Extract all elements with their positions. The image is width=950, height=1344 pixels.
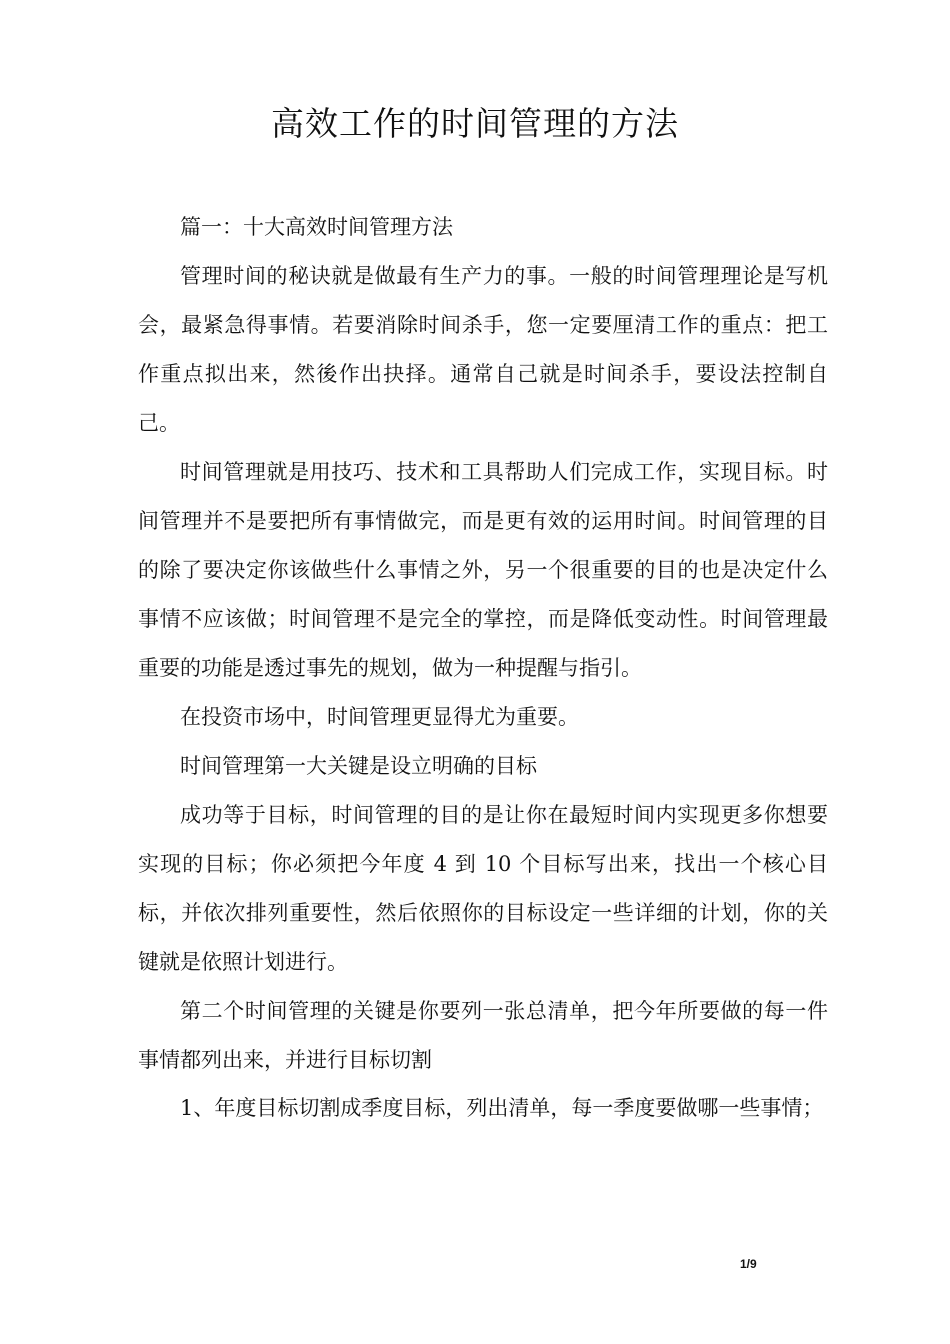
document-title: 高效工作的时间管理的方法 [271,104,679,143]
paragraph: 时间管理第一大关键是设立明确的目标 [180,754,537,778]
paragraph: 第二个时间管理的关键是你要列一张总清单，把今年所要做的每一件事情都列出来，并进行目标切割 [138,999,828,1072]
paragraph: 管理时间的秘诀就是做最有生产力的事。一般的时间管理理论是写机会，最紧急得事情。若要消除时间杀手，您一定要厘清工作的重点：把工作重点拟出来，然後作出抉择。通常自己就是时间杀手，要设法控制自己。 [138,264,828,435]
paragraph: 成功等于目标，时间管理的目的是让你在最短时间内实现更多你想要实现的目标；你必须把今年度 4 到 10 个目标写出来，找出一个核心目标，并依次排列重要性，然后依照你的目标设定一些详细的计划，你的关键就是依照计划进行。 [138,803,828,974]
document-body [138,203,828,1123]
section-heading: 篇一：十大高效时间管理方法 [180,215,453,239]
paragraph: 在投资市场中，时间管理更显得尤为重要。 [180,705,579,729]
list-item: 1、年度目标切割成季度目标，列出清单，每一季度要做哪一些事情； [180,1096,824,1120]
page-number: 1/9 [740,1257,757,1271]
paragraph: 时间管理就是用技巧、技术和工具帮助人们完成工作，实现目标。时间管理并不是要把所有事情做完，而是更有效的运用时间。时间管理的目的除了要决定你该做些什么事情之外，另一个很重要的目的也是决定什么事情不应该做；时间管理不是完全的掌控，而是降低变动性。时间管理最重要的功能是透过事先的规划，做为一种提醒与指引。 [138,460,828,680]
